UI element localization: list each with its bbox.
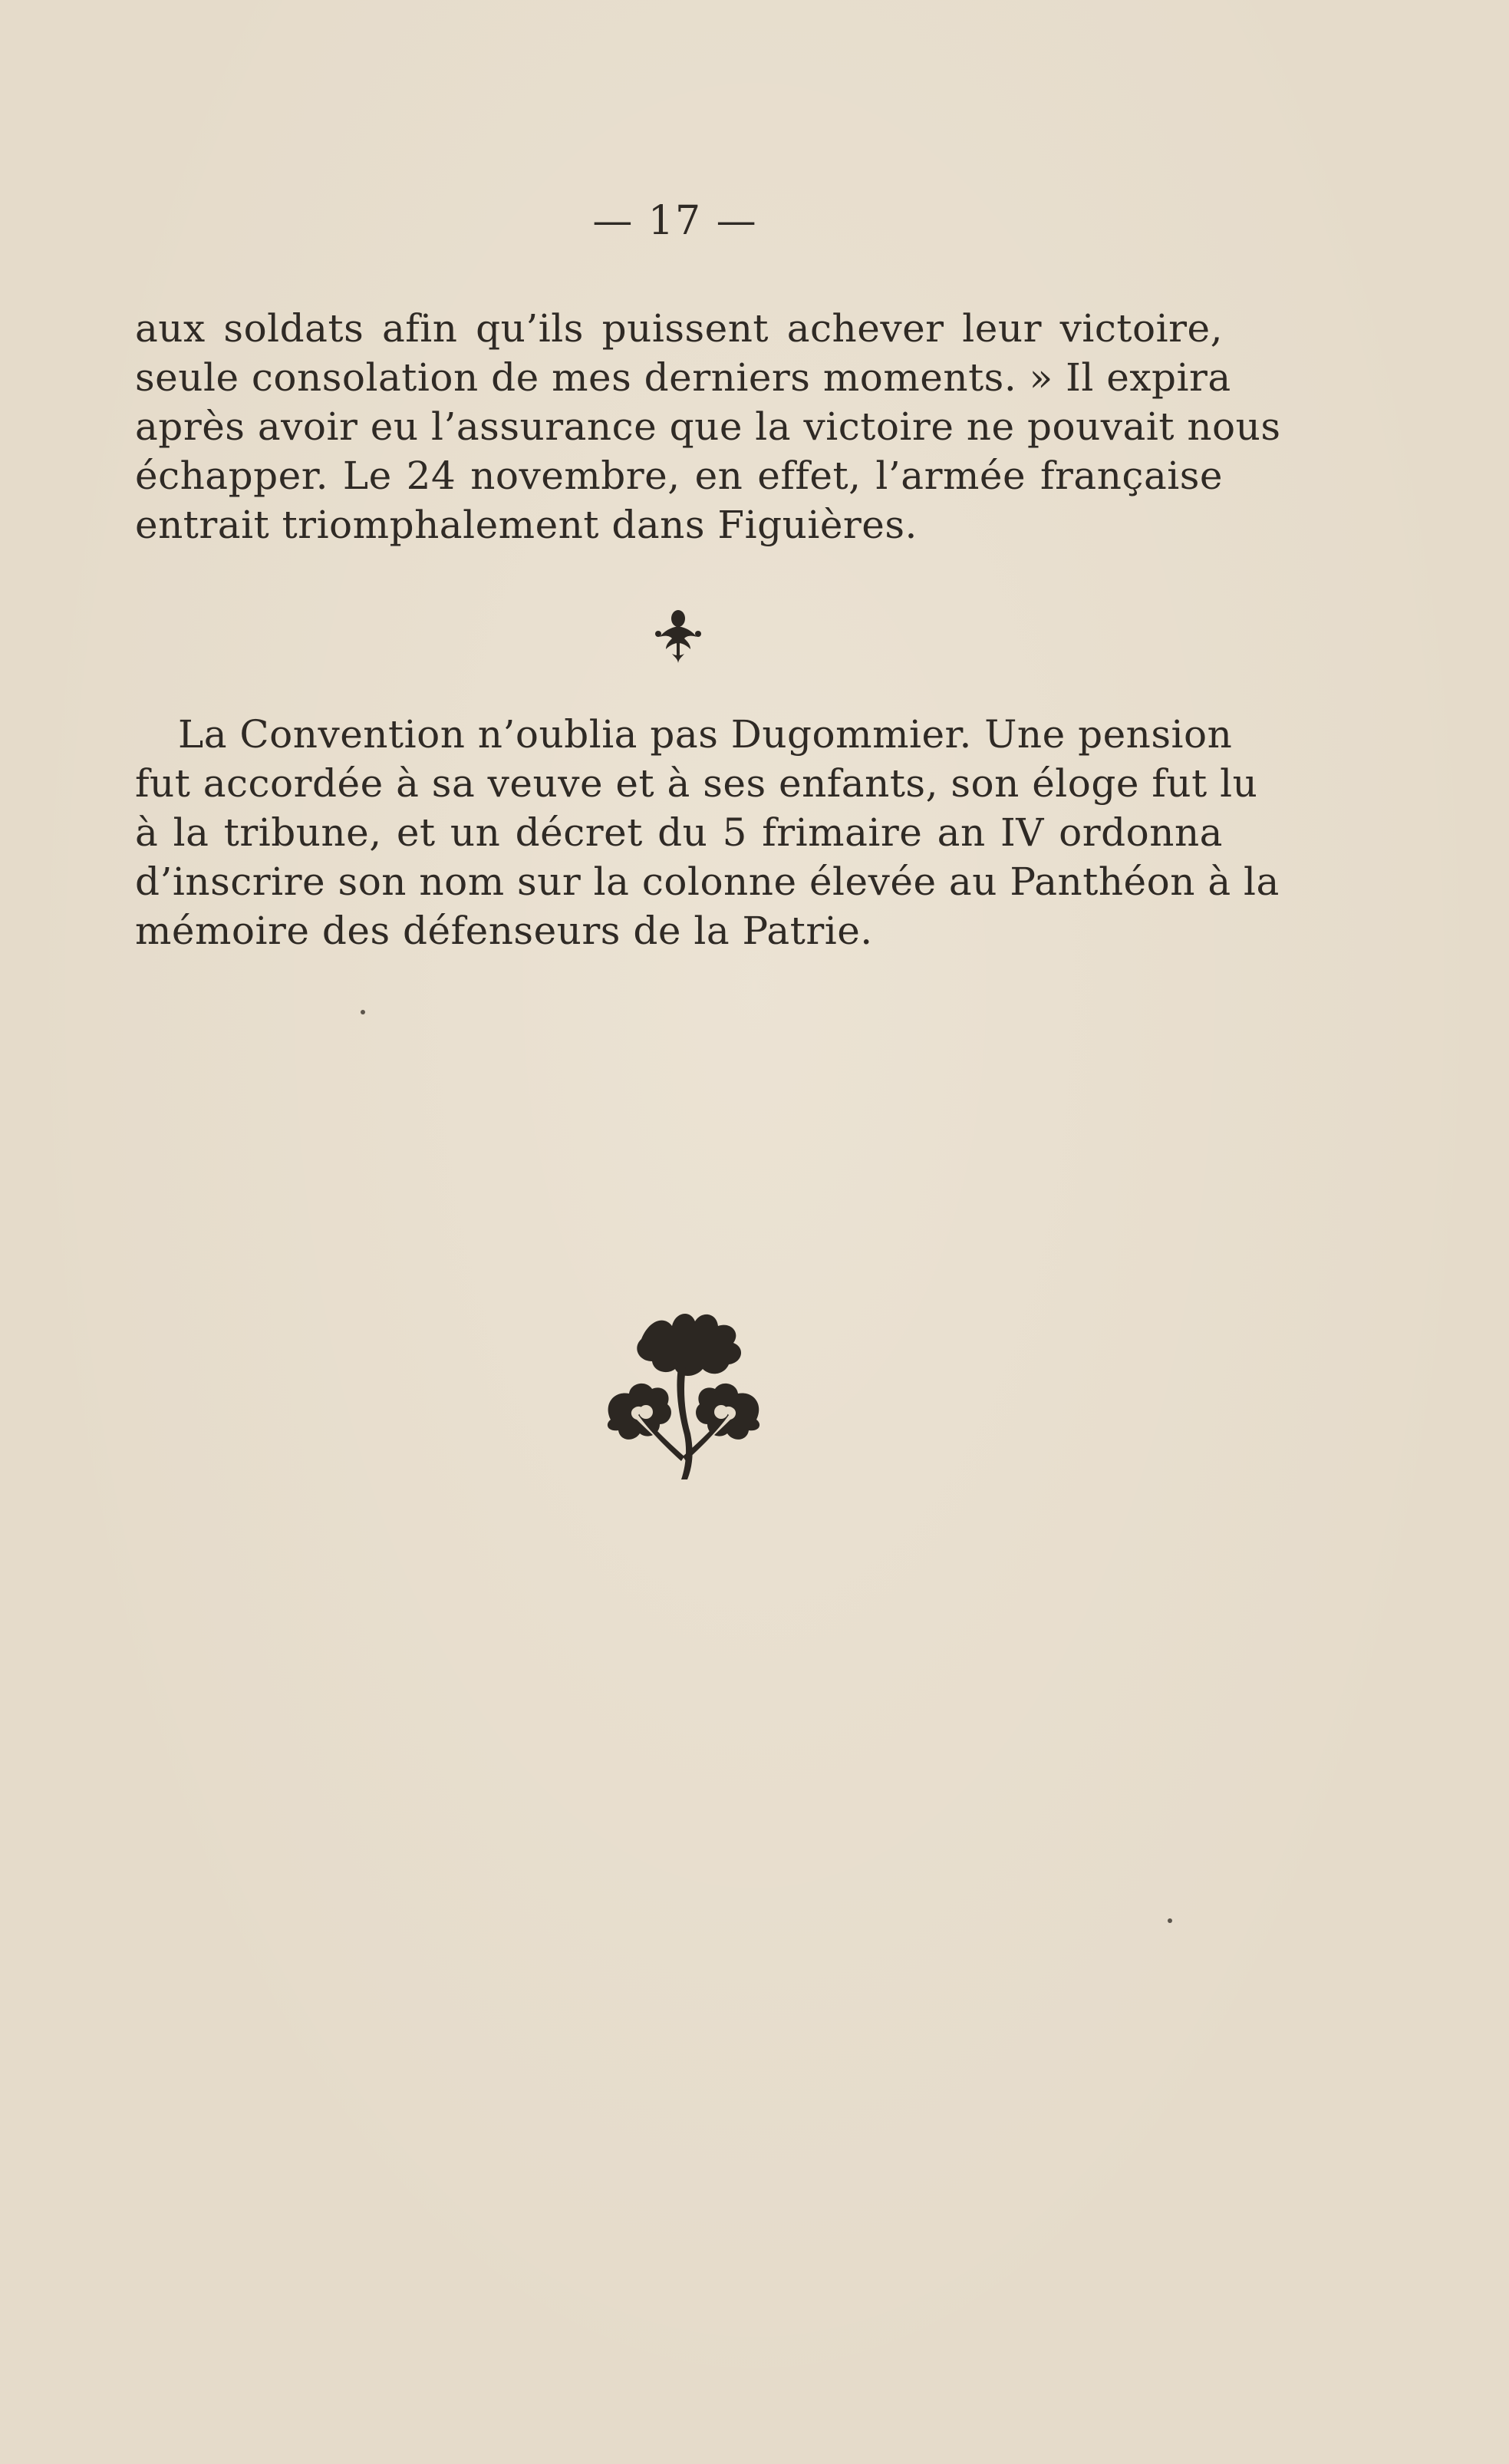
text-line: à la tribune, et un décret du 5 frimaire an IV ordonna xyxy=(135,810,1223,855)
text-line: échapper. Le 24 novembre, en effet, l’armée française xyxy=(135,454,1223,498)
floral-tailpiece-icon xyxy=(595,1305,772,1481)
paragraph-1 xyxy=(135,304,1281,549)
text-line: fut accordée à sa veuve et à ses enfants, son éloge fut lu xyxy=(135,761,1258,806)
ink-speck xyxy=(1168,1918,1172,1923)
page-number: — 17 — xyxy=(592,198,758,244)
ink-speck xyxy=(361,1010,365,1014)
text-line: entrait triomphalement dans Figuières. xyxy=(135,503,918,547)
text-line: d’inscrire son nom sur la colonne élevée au Panthéon à la xyxy=(135,859,1280,904)
text-line: seule consolation de mes derniers moments. » Il expira xyxy=(135,355,1231,400)
fleuron-icon xyxy=(649,608,707,666)
paragraph-2 xyxy=(135,710,1280,955)
text-line: mémoire des défenseurs de la Patrie. xyxy=(135,909,873,953)
text-line: La Convention n’oublia pas Dugommier. Une pension xyxy=(178,712,1233,757)
text-line: après avoir eu l’assurance que la victoire ne pouvait nous xyxy=(135,404,1281,449)
text-line: aux soldats afin qu’ils puissent achever leur victoire, xyxy=(135,306,1223,351)
